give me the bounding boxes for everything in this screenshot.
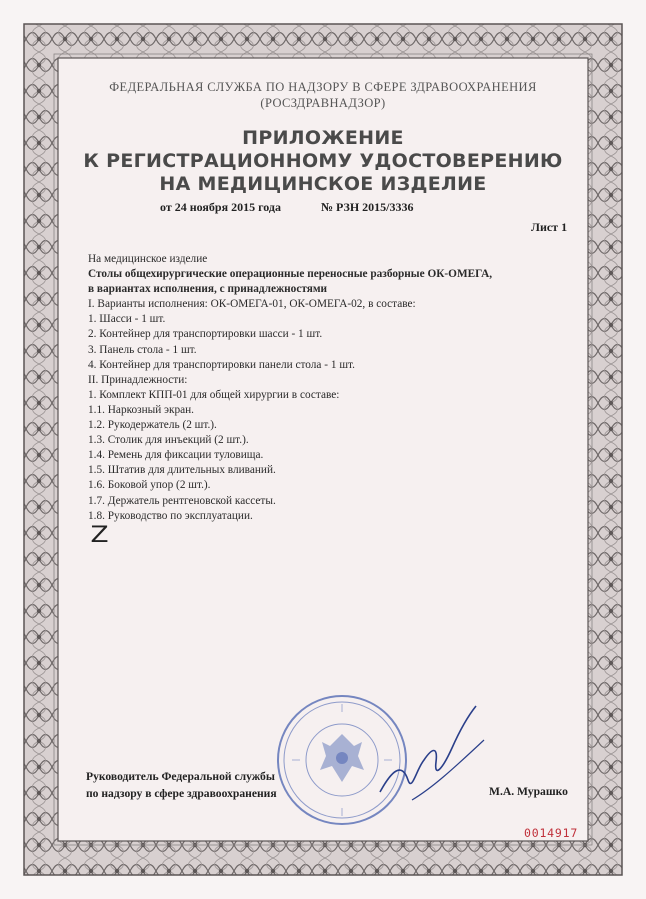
list-item: II. Принадлежности: xyxy=(88,373,188,386)
signatory-position xyxy=(86,768,277,802)
list-item: 1.8. Руководство по эксплуатации. xyxy=(88,509,253,522)
serial-number: 0014917 xyxy=(524,826,579,840)
list-item: 4. Контейнер для транспортировки панели стола - 1 шт. xyxy=(88,358,355,371)
registration-number: № РЗН 2015/3336 xyxy=(320,200,414,214)
document-title-line2: К РЕГИСТРАЦИОННОМУ УДОСТОВЕРЕНИЮ xyxy=(83,150,563,172)
agency-name: ФЕДЕРАЛЬНАЯ СЛУЖБА ПО НАДЗОРУ В СФЕРЕ ЗДРАВООХРАНЕНИЯ xyxy=(109,80,537,94)
list-item: 1.4. Ремень для фиксации туловища. xyxy=(88,449,264,462)
list-item: 2. Контейнер для транспортировки шасси - 1 шт. xyxy=(88,328,323,341)
date-number-line xyxy=(160,200,414,215)
product-name-line1: Столы общехирургические операционные переносные разборные ОК-ОМЕГА, xyxy=(88,268,493,281)
list-item: 1.2. Рукодержатель (2 шт.). xyxy=(88,419,217,432)
product-name-line2: в вариантах исполнения, с принадлежностями xyxy=(88,283,328,296)
list-item: 1.3. Столик для инъекций (2 шт.). xyxy=(88,434,249,447)
handwritten-signature-icon xyxy=(372,700,492,810)
document-body xyxy=(88,252,568,524)
signatory-position-line2: по надзору в сфере здравоохранения xyxy=(86,787,277,800)
list-item: I. Варианты исполнения: ОК-ОМЕГА-01, ОК-ОМЕГА-02, в составе: xyxy=(88,298,416,311)
list-item: 1. Комплект КПП-01 для общей хирургии в составе: xyxy=(88,388,340,401)
z-closing-mark: Z xyxy=(90,523,109,548)
list-item: 1.6. Боковой упор (2 шт.). xyxy=(88,479,211,492)
list-item: 1. Шасси - 1 шт. xyxy=(88,313,166,326)
intro-text: На медицинское изделие xyxy=(88,253,208,265)
signatory-name: М.А. Мурашко xyxy=(489,785,568,798)
document-title-line3: НА МЕДИЦИНСКОЕ ИЗДЕЛИЕ xyxy=(159,173,487,195)
document-title-line1: ПРИЛОЖЕНИЕ xyxy=(242,127,404,149)
list-item: 1.5. Штатив для длительных вливаний. xyxy=(88,464,276,477)
list-item: 1.1. Наркозный экран. xyxy=(88,403,194,416)
list-item: 3. Панель стола - 1 шт. xyxy=(88,343,197,356)
issue-date: от 24 ноября 2015 года xyxy=(160,200,281,214)
signatory-position-line1: Руководитель Федеральной службы xyxy=(86,770,275,783)
sheet-number: Лист 1 xyxy=(531,220,568,234)
agency-abbreviation: (РОСЗДРАВНАДЗОР) xyxy=(260,96,386,110)
list-item: 1.7. Держатель рентгеновской кассеты. xyxy=(88,494,276,507)
